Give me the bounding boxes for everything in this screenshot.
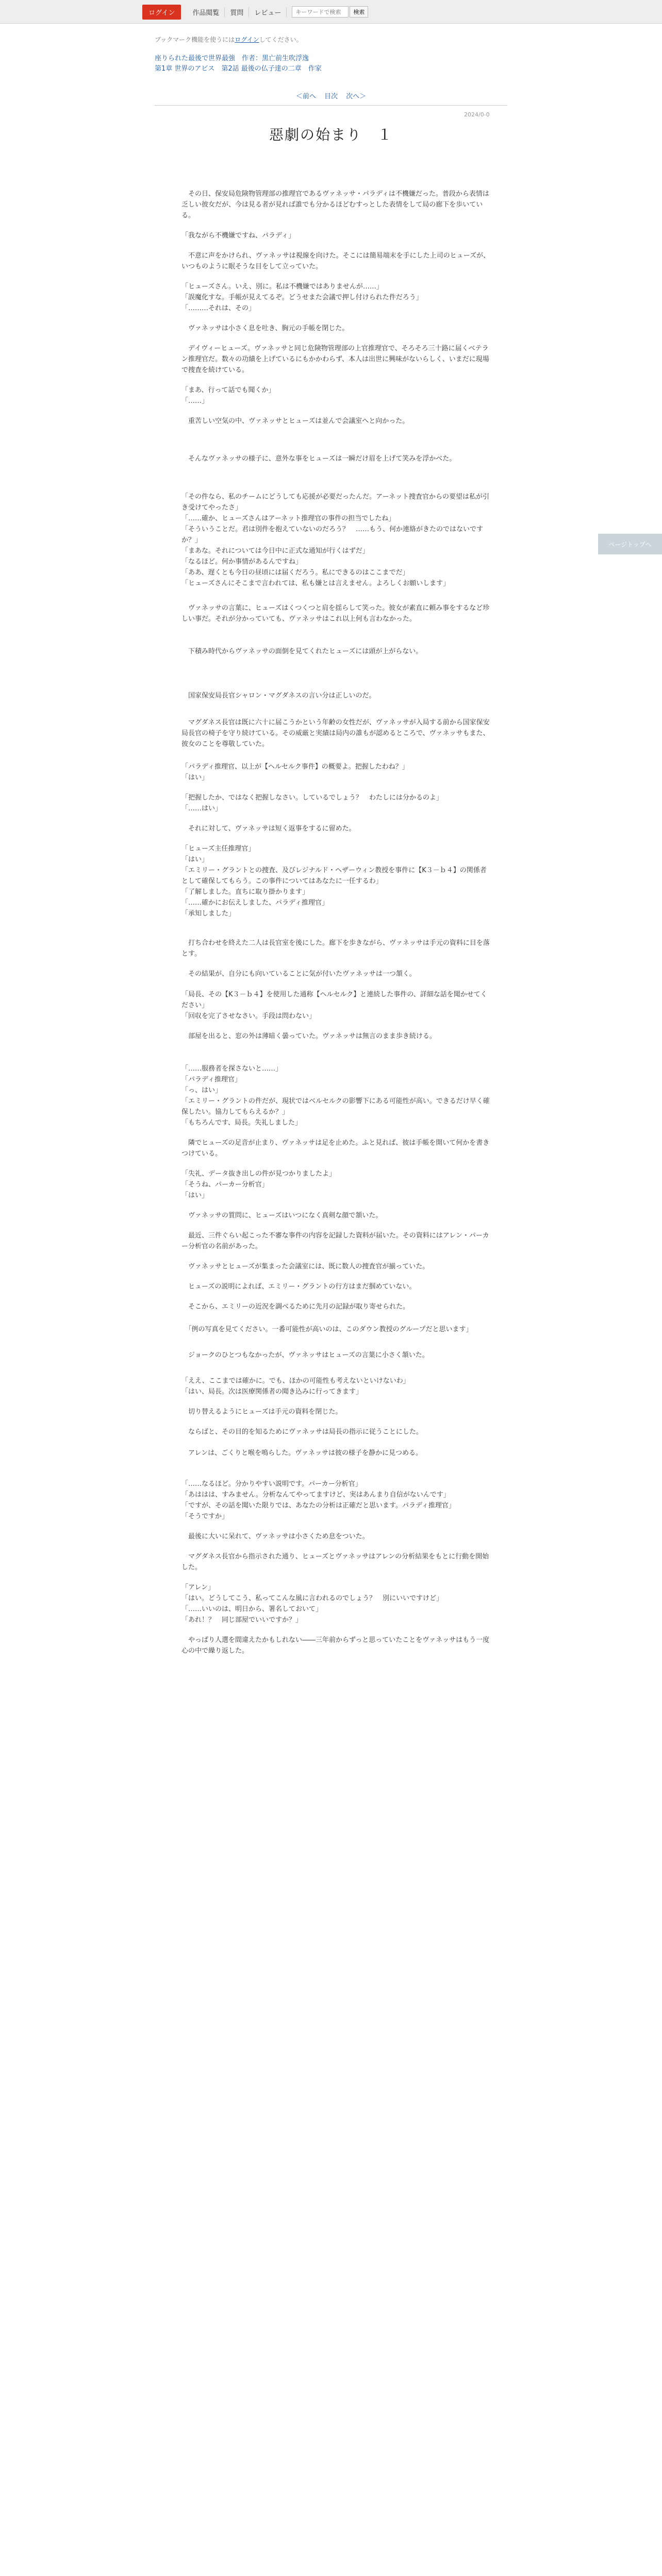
paragraph: 「失礼、データ抜き出しの件が見つかりましたよ」 「そうね、パーカー分析官」 「はい」 bbox=[181, 1170, 336, 1199]
post-date: 2024/0-0 bbox=[464, 111, 490, 118]
top-bar-inner bbox=[142, 4, 368, 20]
paragraph: マグダネス長官は既に六十に届こうかという年齢の女性だが、ヴァネッサが入局する前から国家保安局長官の椅子を守り続けている。その威厳と実績は局内の誰もが認めるところで、ヴァネッサもまた、彼女のことを尊敬していた。 bbox=[181, 719, 490, 748]
paragraph: 「我ながら不機嫌ですね、パラディ」 bbox=[181, 232, 295, 240]
prev-link[interactable]: ＜前へ bbox=[295, 93, 316, 100]
paragraph: 「局長、その【K３－ｂ４】を使用した通称【ヘルセルク】と連続した事件の、詳細な話を聞かせてください」 「回収を完了させなさい。手段は問わない」 bbox=[181, 991, 487, 1020]
paragraph: その結果が、自分にも向いていることに気が付いたヴァネッサは一つ頷く。 bbox=[181, 970, 416, 978]
paragraph: 「パラディ推理官、以上が【ヘルセルク事件】の概要よ。把握したわね？」 「はい」 bbox=[181, 763, 409, 782]
paragraph: デイヴィーヒューズ。ヴァネッサと同じ危険物管理部の上官推理官で、そろそろ三十路に届くベテラン推理官だ。数々の功績を上げているにもかかわらず、本人は出世に興味がないらしく、いまだに現場で捜査を続けている。 bbox=[181, 345, 489, 374]
paragraph: 隣でヒューズの足音が止まり、ヴァネッサは足を止めた。ふと見れば、彼は手帳を開いて何かを書きつけている。 bbox=[181, 1139, 490, 1158]
paragraph: 「ええ、ここまでは確かに。でも、ほかの可能性も考えないといけないわ」 「はい、局長。次は医療関係者の聞き込みに行ってきます」 bbox=[181, 1377, 410, 1396]
bookmark-notice bbox=[155, 35, 303, 44]
paragraph: 最後に大いに呆れて、ヴァネッサは小さくため息をついた。 bbox=[181, 1533, 369, 1540]
paragraph: ヴァネッサの質問に、ヒューズはいつになく真剣な顔で頷いた。 bbox=[181, 1212, 383, 1219]
paragraph: それに対して、ヴァネッサは短く返事をするに留めた。 bbox=[181, 825, 356, 833]
nav-link-questions[interactable]: 質問 bbox=[225, 7, 249, 17]
paragraph: 「把握したか、ではなく把握しなさい。しているでしょう？ わたしには分かるのよ」 「……はい」 bbox=[181, 794, 443, 812]
nav-link-browse[interactable]: 作品閲覧 bbox=[187, 7, 225, 17]
paragraph: 部屋を出ると、窓の外は薄暗く曇っていた。ヴァネッサは無言のまま歩き続ける。 bbox=[181, 1032, 436, 1040]
paragraph: ヴァネッサの言葉に、ヒューズはくつくつと肩を揺らして笑った。彼女が素直に頼み事をするなど珍しい事だ。それが分かっていても、ヴァネッサはこれ以上何も言わなかった。 bbox=[181, 604, 490, 623]
paragraph: ジョークのひとつもなかったが、ヴァネッサはヒューズの言葉に小さく頷いた。 bbox=[181, 1351, 429, 1359]
paragraph: そこから、エミリーの近況を調べるために先月の記録が取り寄せられた。 bbox=[181, 1303, 410, 1311]
paragraph: その日、保安局危険物管理部の推理官であるヴァネッサ・パラディは不機嫌だった。普段から表情は乏しい彼女だが、今は見る者が見れば誰でも分かるほどむすっとした表情をして局の廊下を歩いている。 bbox=[181, 190, 489, 219]
paragraph: 不意に声をかけられ、ヴァネッサは視線を向けた。そこには簡易端末を手にした上司のヒューズが、いつものように眠そうな目をして立っていた。 bbox=[181, 252, 490, 270]
pager-top bbox=[0, 91, 662, 100]
notice-before: ブックマーク機能を使うには bbox=[155, 36, 235, 43]
paragraph: 国家保安局長官シャロン・マグダネスの言い分は正しいのだ。 bbox=[181, 692, 376, 700]
breadcrumb-chapter[interactable]: 第1章 世界のアビス 第2話 最後の仏子達の二章 作家 bbox=[155, 65, 322, 73]
top-bar bbox=[0, 0, 662, 24]
paragraph: 「その件なら、私のチームにどうしても応援が必要だったんだ。アーネット捜査官からの要望は私が引き受けてやったさ」 「……確か、ヒューズさんはアーネット推理官の事件の担当でしたね」 「そういうことだ。君は別件を抱えていないのだろう？ ……もう、何か連絡がきたのではないですか？」 「まあな。それについては今日中に正式な通知が行くはずだ」 「なるほど。何か事情があるんですね」 「ああ、遅くとも今日の昼頃には届くだろう。私にできるのはここまでだ」 「ヒューズさんにそこまで言われては、私も嫌とは言えません。よろしくお願いします」 bbox=[181, 493, 489, 587]
paragraph: 「まあ、行って話でも聞くか」 「……」 bbox=[181, 386, 275, 405]
paragraph: 「ヒューズさん。いえ、別に。私は不機嫌ではありませんが……」 「誤魔化すな。手帳が見えてるぞ。どうせまた会議で押し付けられた件だろう」 「………それは、その」 bbox=[181, 283, 423, 312]
search-input[interactable] bbox=[292, 6, 349, 18]
page-top-button[interactable]: ページトップへ bbox=[598, 534, 662, 554]
paragraph: ならばと、その目的を知るためにヴァネッサは局長の指示に従うことにした。 bbox=[181, 1428, 423, 1436]
login-button[interactable]: ログイン bbox=[142, 5, 181, 20]
notice-after: してください。 bbox=[259, 36, 303, 43]
episode-title: 惡劇の始まり １ bbox=[269, 126, 393, 143]
search-button[interactable]: 検索 bbox=[350, 6, 368, 18]
divider bbox=[155, 105, 507, 106]
paragraph: そんなヴァネッサの様子に、意外な事をヒューズは一瞬だけ眉を上げて笑みを浮かべた。 bbox=[181, 455, 456, 463]
paragraph: 重苦しい空気の中、ヴァネッサとヒューズは並んで会議室へと向かった。 bbox=[181, 417, 409, 425]
paragraph: アレンは、ごくりと喉を鳴らした。ヴァネッサは彼の様子を静かに見つめる。 bbox=[181, 1449, 423, 1457]
paragraph: マグダネス長官から指示された通り、ヒューズとヴァネッサはアレンの分析結果をもとに行動を開始した。 bbox=[181, 1553, 489, 1571]
paragraph: 「……なるほど。分かりやすい説明です。パーカー分析官」 「あははは、すみません。分析なんてやってますけど、実はあんまり自信がないんです」 「ですが、その話を聞いた限りでは、あなたの分析は正確だと思います。パラディ推理官」 「そうですか」 bbox=[181, 1480, 455, 1520]
paragraph: 最近、三件ぐらい起こった不審な事件の内容を記録した資料が届いた。その資料にはアレン・パーカー分析官の名前があった。 bbox=[181, 1232, 489, 1250]
breadcrumb-work[interactable]: 座りられた最後で世界最強 作者：黒亡前生吹浮逸 bbox=[155, 55, 309, 62]
paragraph: 打ち合わせを終えた二人は長官室を後にした。廊下を歩きながら、ヴァネッサは手元の資料に目を落とす。 bbox=[181, 939, 490, 958]
notice-login-link[interactable]: ログイン bbox=[235, 36, 259, 43]
paragraph: ヴァネッサは小さく息を吐き、胸元の手帳を閉じた。 bbox=[181, 325, 349, 332]
toc-link[interactable]: 目次 bbox=[324, 93, 338, 100]
paragraph: 「……服務者を探さないと……」 「パラディ推理官」 「っ、はい」 「エミリー・グラントの件だが、現状ではベルセルクの影響下にある可能性が高い。できるだけ早く確保したい。協力してもらえるか？」 「もちろんです、局長。失礼しました」 bbox=[181, 1065, 490, 1127]
next-link[interactable]: 次へ＞ bbox=[346, 93, 367, 100]
paragraph: 下積み時代からヴァネッサの面倒を見てくれたヒューズには頭が上がらない。 bbox=[181, 648, 423, 655]
nav-link-reviews[interactable]: レビュー bbox=[249, 7, 287, 17]
paragraph: やっぱり人選を間違えたかもしれない――三年前からずっと思っていたことをヴァネッサはもう一度心の中で繰り返した。 bbox=[181, 1636, 490, 1655]
paragraph: 切り替えるようにヒューズは手元の資料を閉じた。 bbox=[181, 1408, 342, 1416]
paragraph: ヴァネッサとヒューズが集まった会議室には、既に数人の捜査官が揃っていた。 bbox=[181, 1263, 429, 1270]
paragraph: ヒューズの説明によれば、エミリー・グラントの行方はまだ掴めていない。 bbox=[181, 1283, 416, 1291]
paragraph: 「ヒューズ主任推理官」 「はい」 「エミリー・グラントとの捜査、及びレジナルド・ヘザーウィン教授を事件に【K３－ｂ４】の関係者として確保してもらう。この事件についてはあなたに一任するわ」 「了解しました。直ちに取り掛かります」 「……確かにお伝えしました、パラディ推理官」 「承知しました」 bbox=[181, 845, 487, 918]
paragraph: 「アレン」 「はい。どうしてこう、私ってこんな風に言われるのでしょう？ 別にいいですけど」 「……いいのは、明日から、署名しておいて」 「あれ！？ 同じ部屋でいいですか？」 bbox=[181, 1584, 443, 1624]
paragraph: 「例の写真を見てください。一番可能性が高いのは、このダウン教授のグループだと思います」 bbox=[181, 1326, 473, 1333]
breadcrumb bbox=[155, 54, 322, 74]
